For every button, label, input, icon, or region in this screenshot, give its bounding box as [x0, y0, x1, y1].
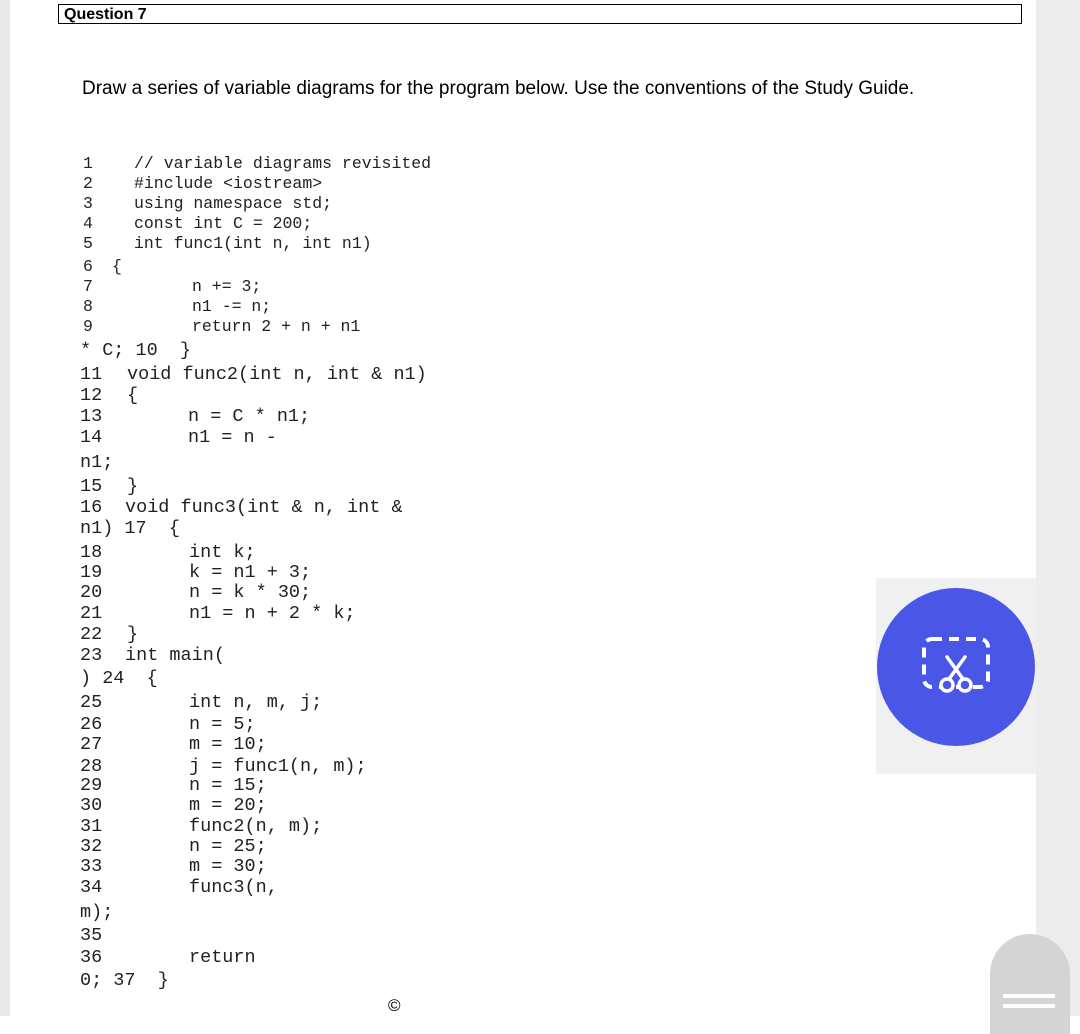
code-line: return 2 + n + n1	[192, 317, 361, 336]
code-line: void func2(int n, int & n1)	[127, 364, 427, 385]
line-number: 27	[80, 734, 103, 755]
line-number: 34	[80, 877, 103, 898]
line-number: 4	[83, 214, 93, 233]
code-line: m = 20;	[189, 795, 267, 816]
line-number: 7	[83, 277, 93, 296]
code-line: j = func1(n, m);	[189, 756, 367, 777]
page-right-edge	[1036, 0, 1080, 1016]
code-line: }	[127, 476, 139, 497]
code-line: n = C * n1;	[188, 406, 311, 427]
line-number: 18	[80, 542, 103, 563]
code-line: n1 -= n;	[192, 297, 272, 316]
line-number: 31	[80, 816, 103, 837]
code-line: }	[127, 624, 139, 645]
grip-line-icon	[1003, 994, 1055, 998]
code-line: int n, m, j;	[189, 692, 323, 713]
question-header	[58, 4, 1022, 24]
line-number: 20	[80, 582, 103, 603]
code-line: {	[112, 257, 122, 276]
code-line: {	[127, 385, 139, 406]
line-number: 6	[83, 257, 93, 276]
code-line: func3(n,	[189, 877, 278, 898]
line-number: 25	[80, 692, 103, 713]
side-panel-tab[interactable]	[990, 934, 1070, 1034]
code-line: ) 24 {	[80, 668, 158, 689]
line-number: 28	[80, 756, 103, 777]
scissors-snip-icon	[920, 635, 992, 699]
snip-button[interactable]	[877, 588, 1035, 746]
code-line: // variable diagrams revisited	[134, 154, 432, 173]
code-line: int main(	[125, 645, 225, 666]
line-number: 1	[83, 154, 93, 173]
code-line: const int C = 200;	[134, 214, 313, 233]
code-line: m = 30;	[189, 856, 267, 877]
line-number: 32	[80, 836, 103, 857]
code-line: n = 5;	[189, 714, 256, 735]
line-number: 23	[80, 645, 103, 666]
line-number: 30	[80, 795, 103, 816]
line-number: 21	[80, 603, 103, 624]
grip-line-icon	[1003, 1004, 1055, 1008]
code-line: n += 3;	[192, 277, 262, 296]
line-number: 8	[83, 297, 93, 316]
page-left-edge	[0, 0, 10, 1016]
line-number: 35	[80, 925, 103, 946]
line-number: 2	[83, 174, 93, 193]
code-line: int k;	[189, 542, 256, 563]
code-line: n = k * 30;	[189, 582, 312, 603]
code-line: * C; 10 }	[80, 340, 192, 361]
line-number: 22	[80, 624, 103, 645]
copyright-symbol: ©	[388, 996, 401, 1015]
code-line: #include <iostream>	[134, 174, 323, 193]
line-number: 36	[80, 947, 103, 968]
line-number: 29	[80, 775, 103, 796]
line-number: 14	[80, 427, 103, 448]
code-line: n1 = n + 2 * k;	[189, 603, 356, 624]
line-number: 11	[80, 364, 103, 385]
code-line: func2(n, m);	[189, 816, 323, 837]
code-line: m);	[80, 902, 114, 923]
line-number: 26	[80, 714, 103, 735]
line-number: 9	[83, 317, 93, 336]
line-number: 19	[80, 562, 103, 583]
code-line: n1) 17 {	[80, 518, 180, 539]
line-number: 33	[80, 856, 103, 877]
code-line: using namespace std;	[134, 194, 333, 213]
code-line: void func3(int & n, int &	[125, 497, 403, 518]
code-line: n = 25;	[189, 836, 267, 857]
line-number: 5	[83, 234, 93, 253]
line-number: 3	[83, 194, 93, 213]
line-number: 16	[80, 497, 103, 518]
code-line: n1;	[80, 452, 114, 473]
code-line: k = n1 + 3;	[189, 562, 312, 583]
code-line: n1 = n -	[188, 427, 277, 448]
code-line: 0; 37 }	[80, 970, 169, 991]
question-title: Question 7	[64, 6, 147, 23]
line-number: 15	[80, 476, 103, 497]
code-line: int func1(int n, int n1)	[134, 234, 372, 253]
line-number: 13	[80, 406, 103, 427]
line-number: 12	[80, 385, 103, 406]
code-line: n = 15;	[189, 775, 267, 796]
code-line: return	[189, 947, 256, 968]
instruction-text: Draw a series of variable diagrams for the program below. Use the conventions of the Study Guide.	[82, 78, 915, 99]
code-line: m = 10;	[189, 734, 267, 755]
